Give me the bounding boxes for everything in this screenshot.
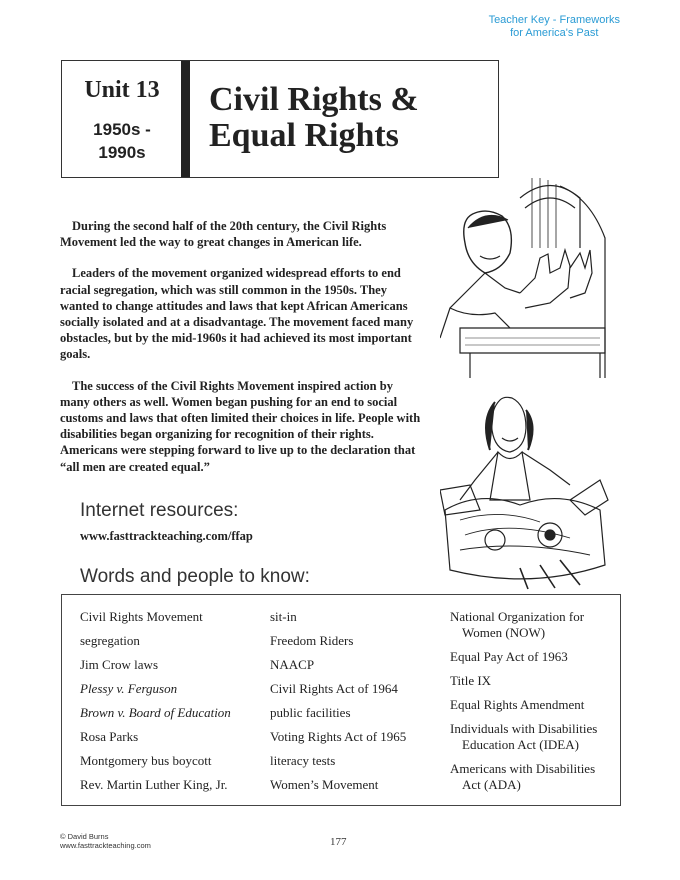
internet-resources-heading: Internet resources: (80, 500, 239, 521)
vocabulary-term: segregation (80, 633, 140, 648)
vocabulary-term-line2: Women (NOW) (462, 625, 546, 640)
unit-divider-bar (181, 61, 190, 177)
speaker-at-pulpit-illustration (440, 178, 610, 378)
vocabulary-box (61, 594, 621, 806)
teacher-key-label (489, 14, 620, 40)
teacher-key-line1: Teacher Key - Frameworks (488, 14, 620, 26)
vocabulary-term-line2: Education Act (IDEA) (462, 737, 579, 752)
vocabulary-term: Voting Rights Act of 1965 (270, 729, 407, 744)
vocabulary-term: Freedom Riders (270, 633, 354, 648)
vocabulary-term: Women’s Movement (270, 777, 379, 792)
words-to-know-heading: Words and people to know: (80, 566, 310, 587)
vocabulary-term (450, 673, 620, 689)
vocabulary-term-line1: Americans with Disabilities (450, 761, 596, 776)
unit-years-line2: 1990s (98, 143, 146, 162)
vocabulary-term-line1: Individuals with Disabilities (450, 721, 598, 736)
vocabulary-column-2 (270, 609, 406, 801)
unit-years-line1: 1950s - (93, 120, 151, 139)
unit-label-panel (62, 61, 182, 177)
intro-paragraph: During the second half of the 20th century, the Civil Rights Movement led the way to great changes in American life. (60, 219, 387, 250)
vocabulary-term (450, 649, 620, 665)
unit-title (209, 82, 419, 154)
page-number: 177 (330, 836, 347, 848)
vocabulary-term (450, 697, 620, 713)
vocabulary-term: Jim Crow laws (80, 657, 158, 672)
vocabulary-term: NAACP (270, 657, 315, 672)
intro-paragraph: The success of the Civil Rights Movement inspired action by many others as well. Women began pushing for an end to social customs and laws that often limited their choices in life. People with disabilities began organizing for recognition of their rights. Americans were stepping forward to live up to the declaration that “all men are created equal.” (60, 378, 421, 474)
vocabulary-term: Montgomery bus boycott (80, 753, 212, 768)
intro-paragraph: Leaders of the movement organized widespread efforts to end racial segregation, which was still common in the 1950s. They wanted to change attitudes and laws that kept African Americans socially isolated and at a disadvantage. The movement faced many obstacles, but by the mid-1960s it had achieved its most important goals. (60, 266, 414, 362)
vocabulary-term-line1: Equal Rights Amendment (450, 697, 585, 712)
vocabulary-term (450, 721, 620, 753)
vocabulary-term-line1: National Organization for (450, 609, 585, 624)
intro-text (60, 218, 425, 490)
woman-mechanic-illustration (440, 390, 610, 590)
resource-link[interactable]: www.fasttrackteaching.com/ffap (80, 529, 253, 543)
unit-years (62, 118, 182, 164)
vocabulary-term: public facilities (270, 705, 351, 720)
unit-title-line2: Equal Rights (209, 117, 399, 154)
vocabulary-term: Civil Rights Act of 1964 (270, 681, 398, 696)
unit-title-box (61, 60, 499, 178)
footer-credits (60, 832, 151, 850)
vocabulary-term: Rev. Martin Luther King, Jr. (80, 777, 228, 792)
vocabulary-term: literacy tests (270, 753, 336, 768)
footer-website: www.fasttrackteaching.com (60, 841, 151, 850)
vocabulary-term: Rosa Parks (80, 729, 139, 744)
vocabulary-term: sit-in (270, 609, 297, 624)
vocabulary-column-1 (80, 609, 231, 801)
vocabulary-term (450, 609, 620, 641)
vocabulary-term: Civil Rights Movement (80, 609, 203, 624)
vocabulary-term (450, 761, 620, 793)
vocabulary-term-line2: Act (ADA) (462, 777, 521, 792)
vocabulary-term-line1: Title IX (450, 673, 492, 688)
vocabulary-term: Plessy v. Ferguson (80, 681, 178, 696)
unit-title-line1: Civil Rights & (209, 81, 419, 118)
vocabulary-term-line1: Equal Pay Act of 1963 (450, 649, 568, 664)
vocabulary-term: Brown v. Board of Education (80, 705, 231, 720)
teacher-key-line2: for America's Past (510, 27, 599, 39)
unit-number: Unit 13 (84, 77, 160, 103)
copyright-text: © David Burns (60, 832, 109, 841)
vocabulary-column-3 (450, 609, 620, 801)
